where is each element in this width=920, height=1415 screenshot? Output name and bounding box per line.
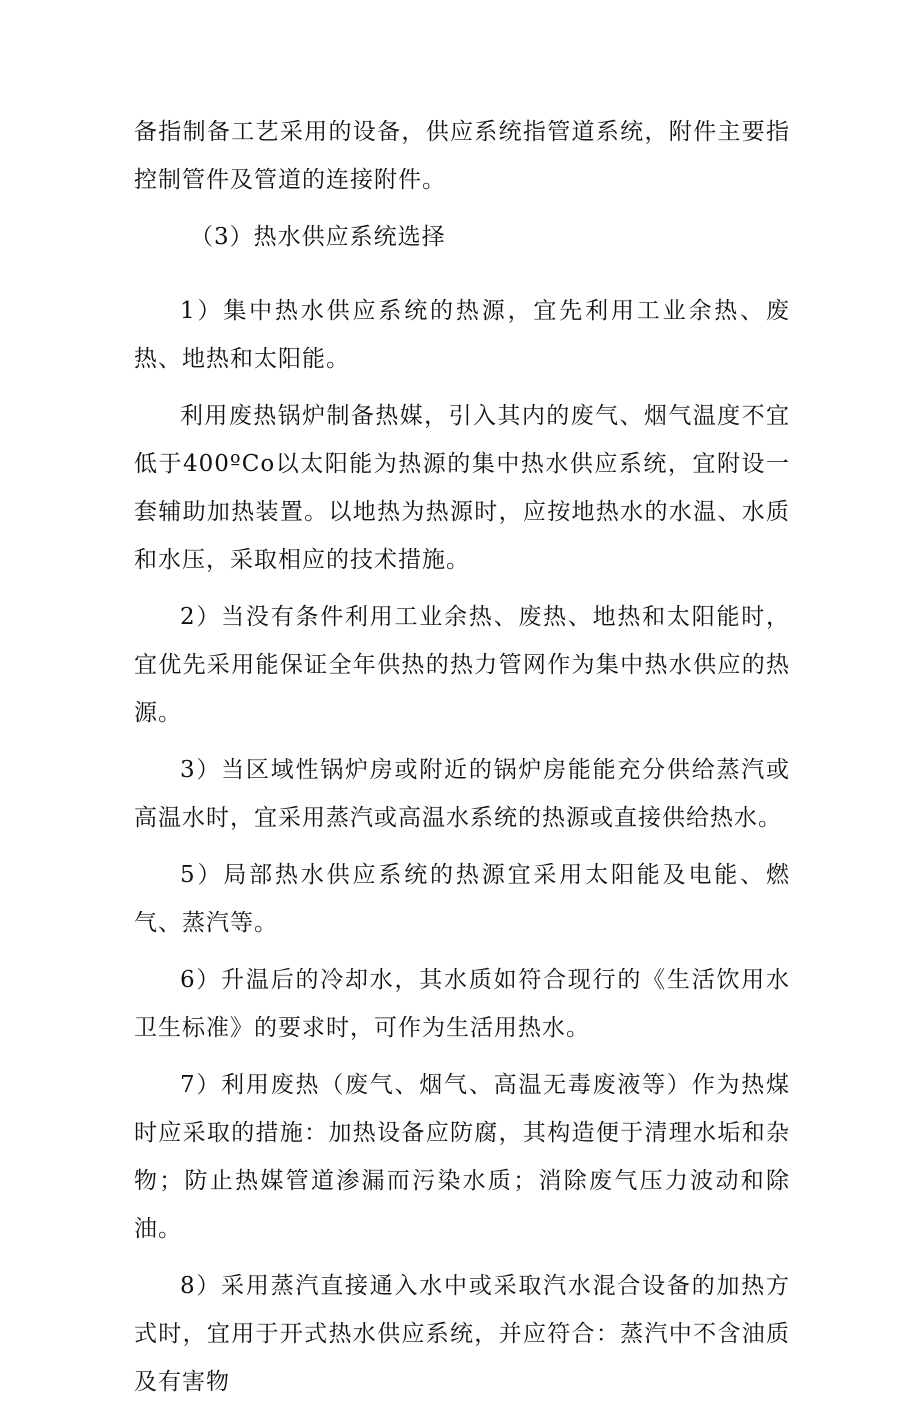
document-body (134, 108, 790, 1415)
paragraph-item-6: 6）升温后的冷却水，其水质如符合现行的《生活饮用水卫生标准》的要求时，可作为生活用热水。 (134, 967, 790, 1041)
section-heading: （3）热水供应系统选择 (190, 224, 446, 250)
paragraph-item-1: 1）集中热水供应系统的热源，宜先利用工业余热、废热、地热和太阳能。 (134, 298, 790, 372)
paragraph-item-3: 3）当区域性锅炉房或附近的锅炉房能能充分供给蒸汽或高温水时，宜采用蒸汽或高温水系统的热源或直接供给热水。 (134, 757, 790, 831)
paragraph-waste-heat: 利用废热锅炉制备热媒，引入其内的废气、烟气温度不宜低于400ºCo以太阳能为热源的集中热水供应系统，宜附设一套辅助加热装置。以地热为热源时，应按地热水的水温、水质和水压，采取相应的技术措施。 (134, 403, 790, 573)
paragraph-item-7: 7）利用废热（废气、烟气、高温无毒废液等）作为热煤时应采取的措施：加热设备应防腐，其构造便于清理水垢和杂物；防止热媒管道渗漏而污染水质；消除废气压力波动和除油。 (134, 1072, 790, 1242)
paragraph-item-5: 5）局部热水供应系统的热源宜采用太阳能及电能、燃气、蒸汽等。 (134, 862, 790, 936)
paragraph-item-8: 8）采用蒸汽直接通入水中或采取汽水混合设备的加热方式时，宜用于开式热水供应系统，并应符合：蒸汽中不含油质及有害物 (134, 1273, 790, 1395)
paragraph-item-2: 2）当没有条件利用工业余热、废热、地热和太阳能时，宜优先采用能保证全年供热的热力管网作为集中热水供应的热源。 (134, 604, 790, 726)
paragraph-continuation: 备指制备工艺采用的设备，供应系统指管道系统，附件主要指控制管件及管道的连接附件。 (134, 119, 790, 193)
